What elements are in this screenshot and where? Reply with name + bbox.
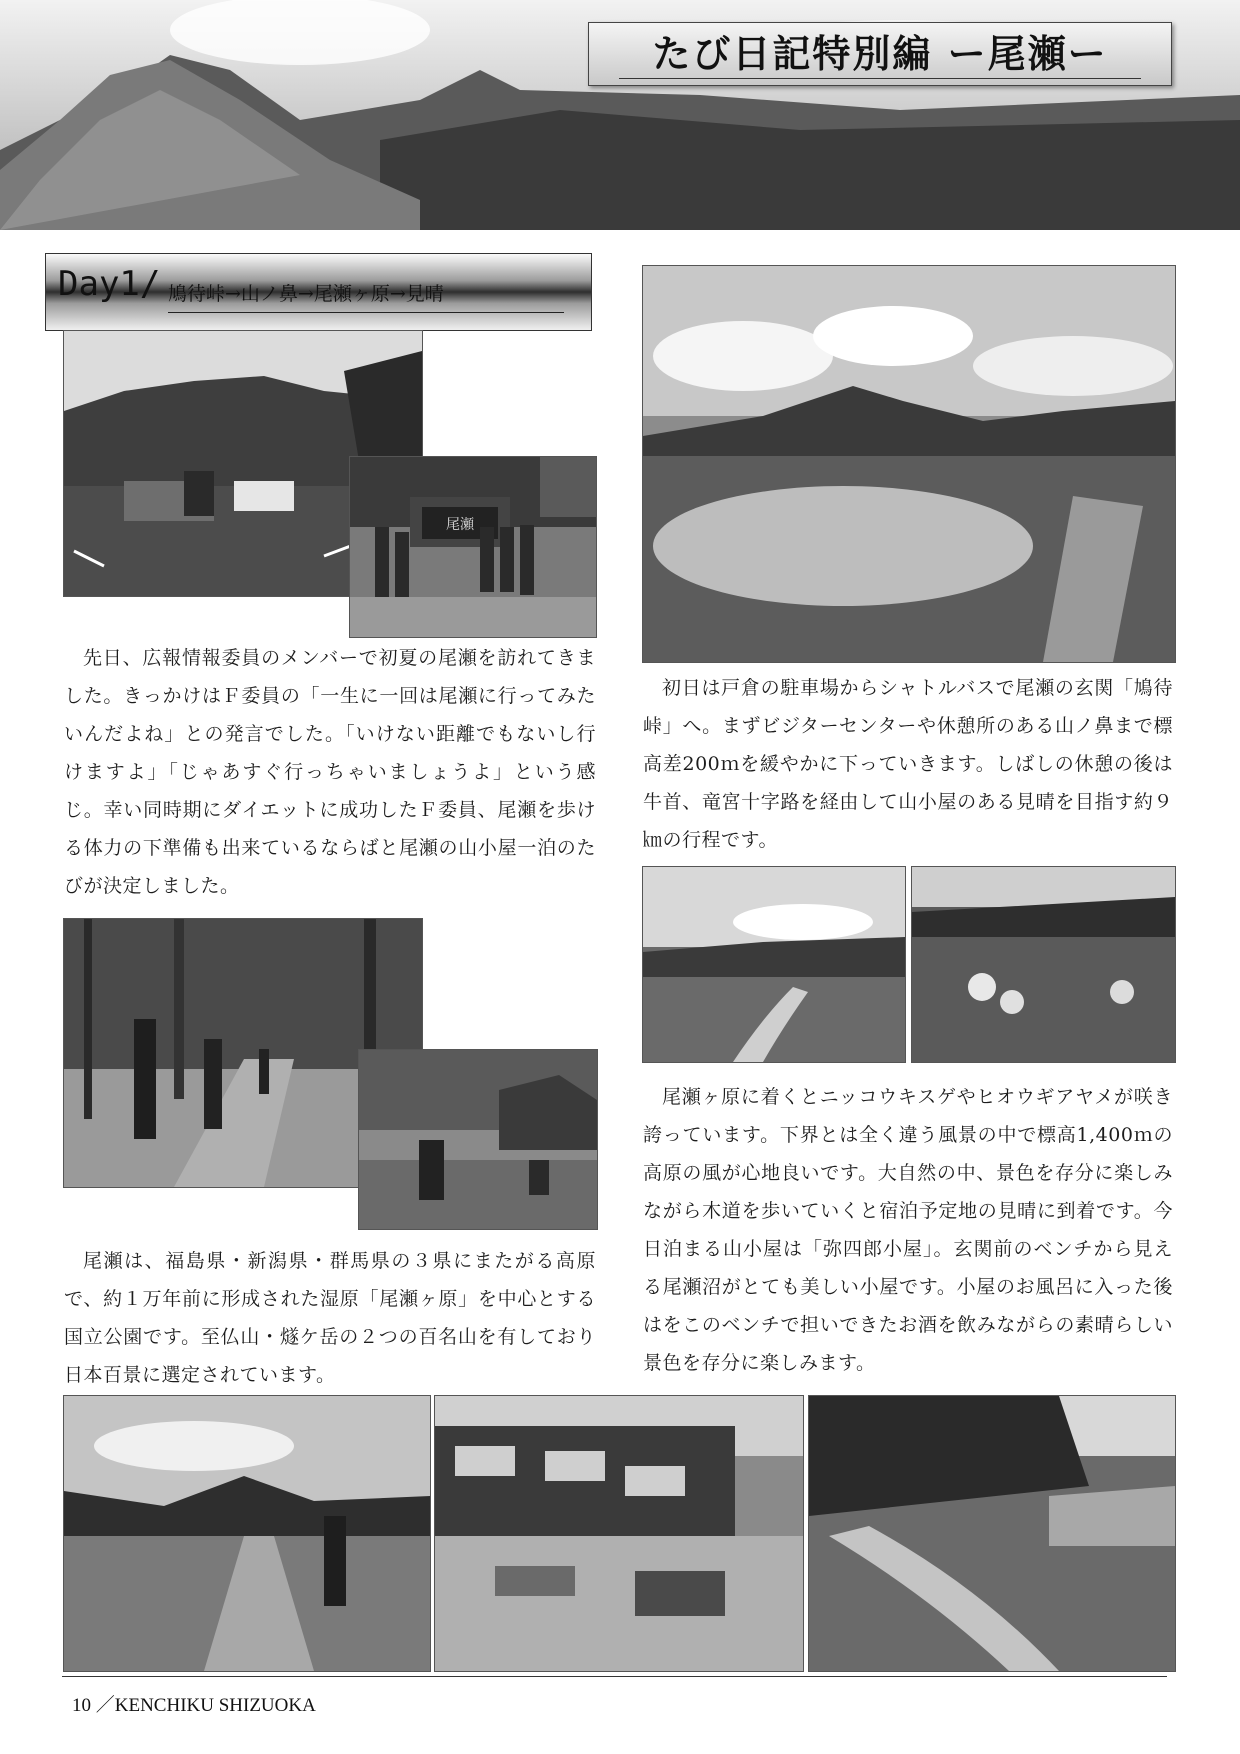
boardwalk-mountain-photo — [63, 1395, 431, 1672]
day-route-underline — [168, 312, 564, 313]
paragraph-ozegahara: 尾瀬ヶ原に着くとニッコウキスゲやヒオウギアヤメが咲き誇っています。下界とは全く違う風景の中で標高1,400ｍの高原の風が心地良いです。大自然の中、景色を存分に楽しみながら木道を歩いていくと宿泊予定地の見晴に到着です。今日泊まる山小屋は「弥四郎小屋」。玄関前のベンチから見える尾瀬沼がとても美しい小屋です。小屋のお風呂に入った後はをこのベンチで担いできたお酒を飲みながらの素晴らしい景色を存分に楽しみます。 — [643, 1086, 1173, 1374]
pond-boardwalk-photo — [642, 265, 1176, 663]
day-route: 鳩待峠→山ノ鼻→尾瀬ヶ原→見晴 — [168, 283, 444, 305]
trailhead-sign-photo — [349, 456, 597, 638]
day-label: Day1/ — [58, 264, 161, 304]
marsh-stream-photo — [642, 866, 906, 1063]
sign-text: 尾瀬 — [446, 517, 474, 533]
mountain-hut-deck-photo — [358, 1049, 598, 1230]
paragraph-day1-route: 初日は戸倉の駐車場からシャトルバスで尾瀬の玄関「鳩待峠」へ。まずビジターセンターや休憩所のある山ノ鼻まで標高差200ｍを緩やかに下っていきます。しばしの休憩の後は牛首、竜宮十字路を経由して山小屋のある見晴を目指す約９㎞の行程です。 — [643, 677, 1173, 851]
lily-flowers-photo — [911, 866, 1176, 1063]
paragraph-oze-description: 尾瀬は、福島県・新潟県・群馬県の３県にまたがる高原で、約１万年前に形成された湿原「尾瀬ヶ原」を中心とする国立公園です。至仏山・燧ケ岳の２つの百名山を有しており日本百景に選定されています。 — [64, 1250, 596, 1386]
yashiro-hut-photo — [434, 1395, 804, 1672]
paragraph-intro: 先日、広報情報委員のメンバーで初夏の尾瀬を訪れてきました。きっかけはＦ委員の「一生に一回は尾瀬に行ってみたいんだよね」との発言でした。「いけない距離でもないし行けますよ」「じゃあすぐ行っちゃいましょうよ」という感じ。幸い同時期にダイエットに成功したＦ委員、尾瀬を歩ける体力の下準備も出来ているならばと尾瀬の山小屋一泊のたびが決定しました。 — [64, 647, 596, 897]
title-underline — [619, 78, 1141, 79]
page-title: たび日記特別編 ー尾瀬ー — [652, 32, 1108, 76]
wetland-stream-photo — [808, 1395, 1176, 1672]
footer-rule — [62, 1676, 1167, 1677]
page-footer: 10 ／KENCHIKU SHIZUOKA — [72, 1695, 316, 1716]
page-title-box — [588, 22, 1172, 86]
